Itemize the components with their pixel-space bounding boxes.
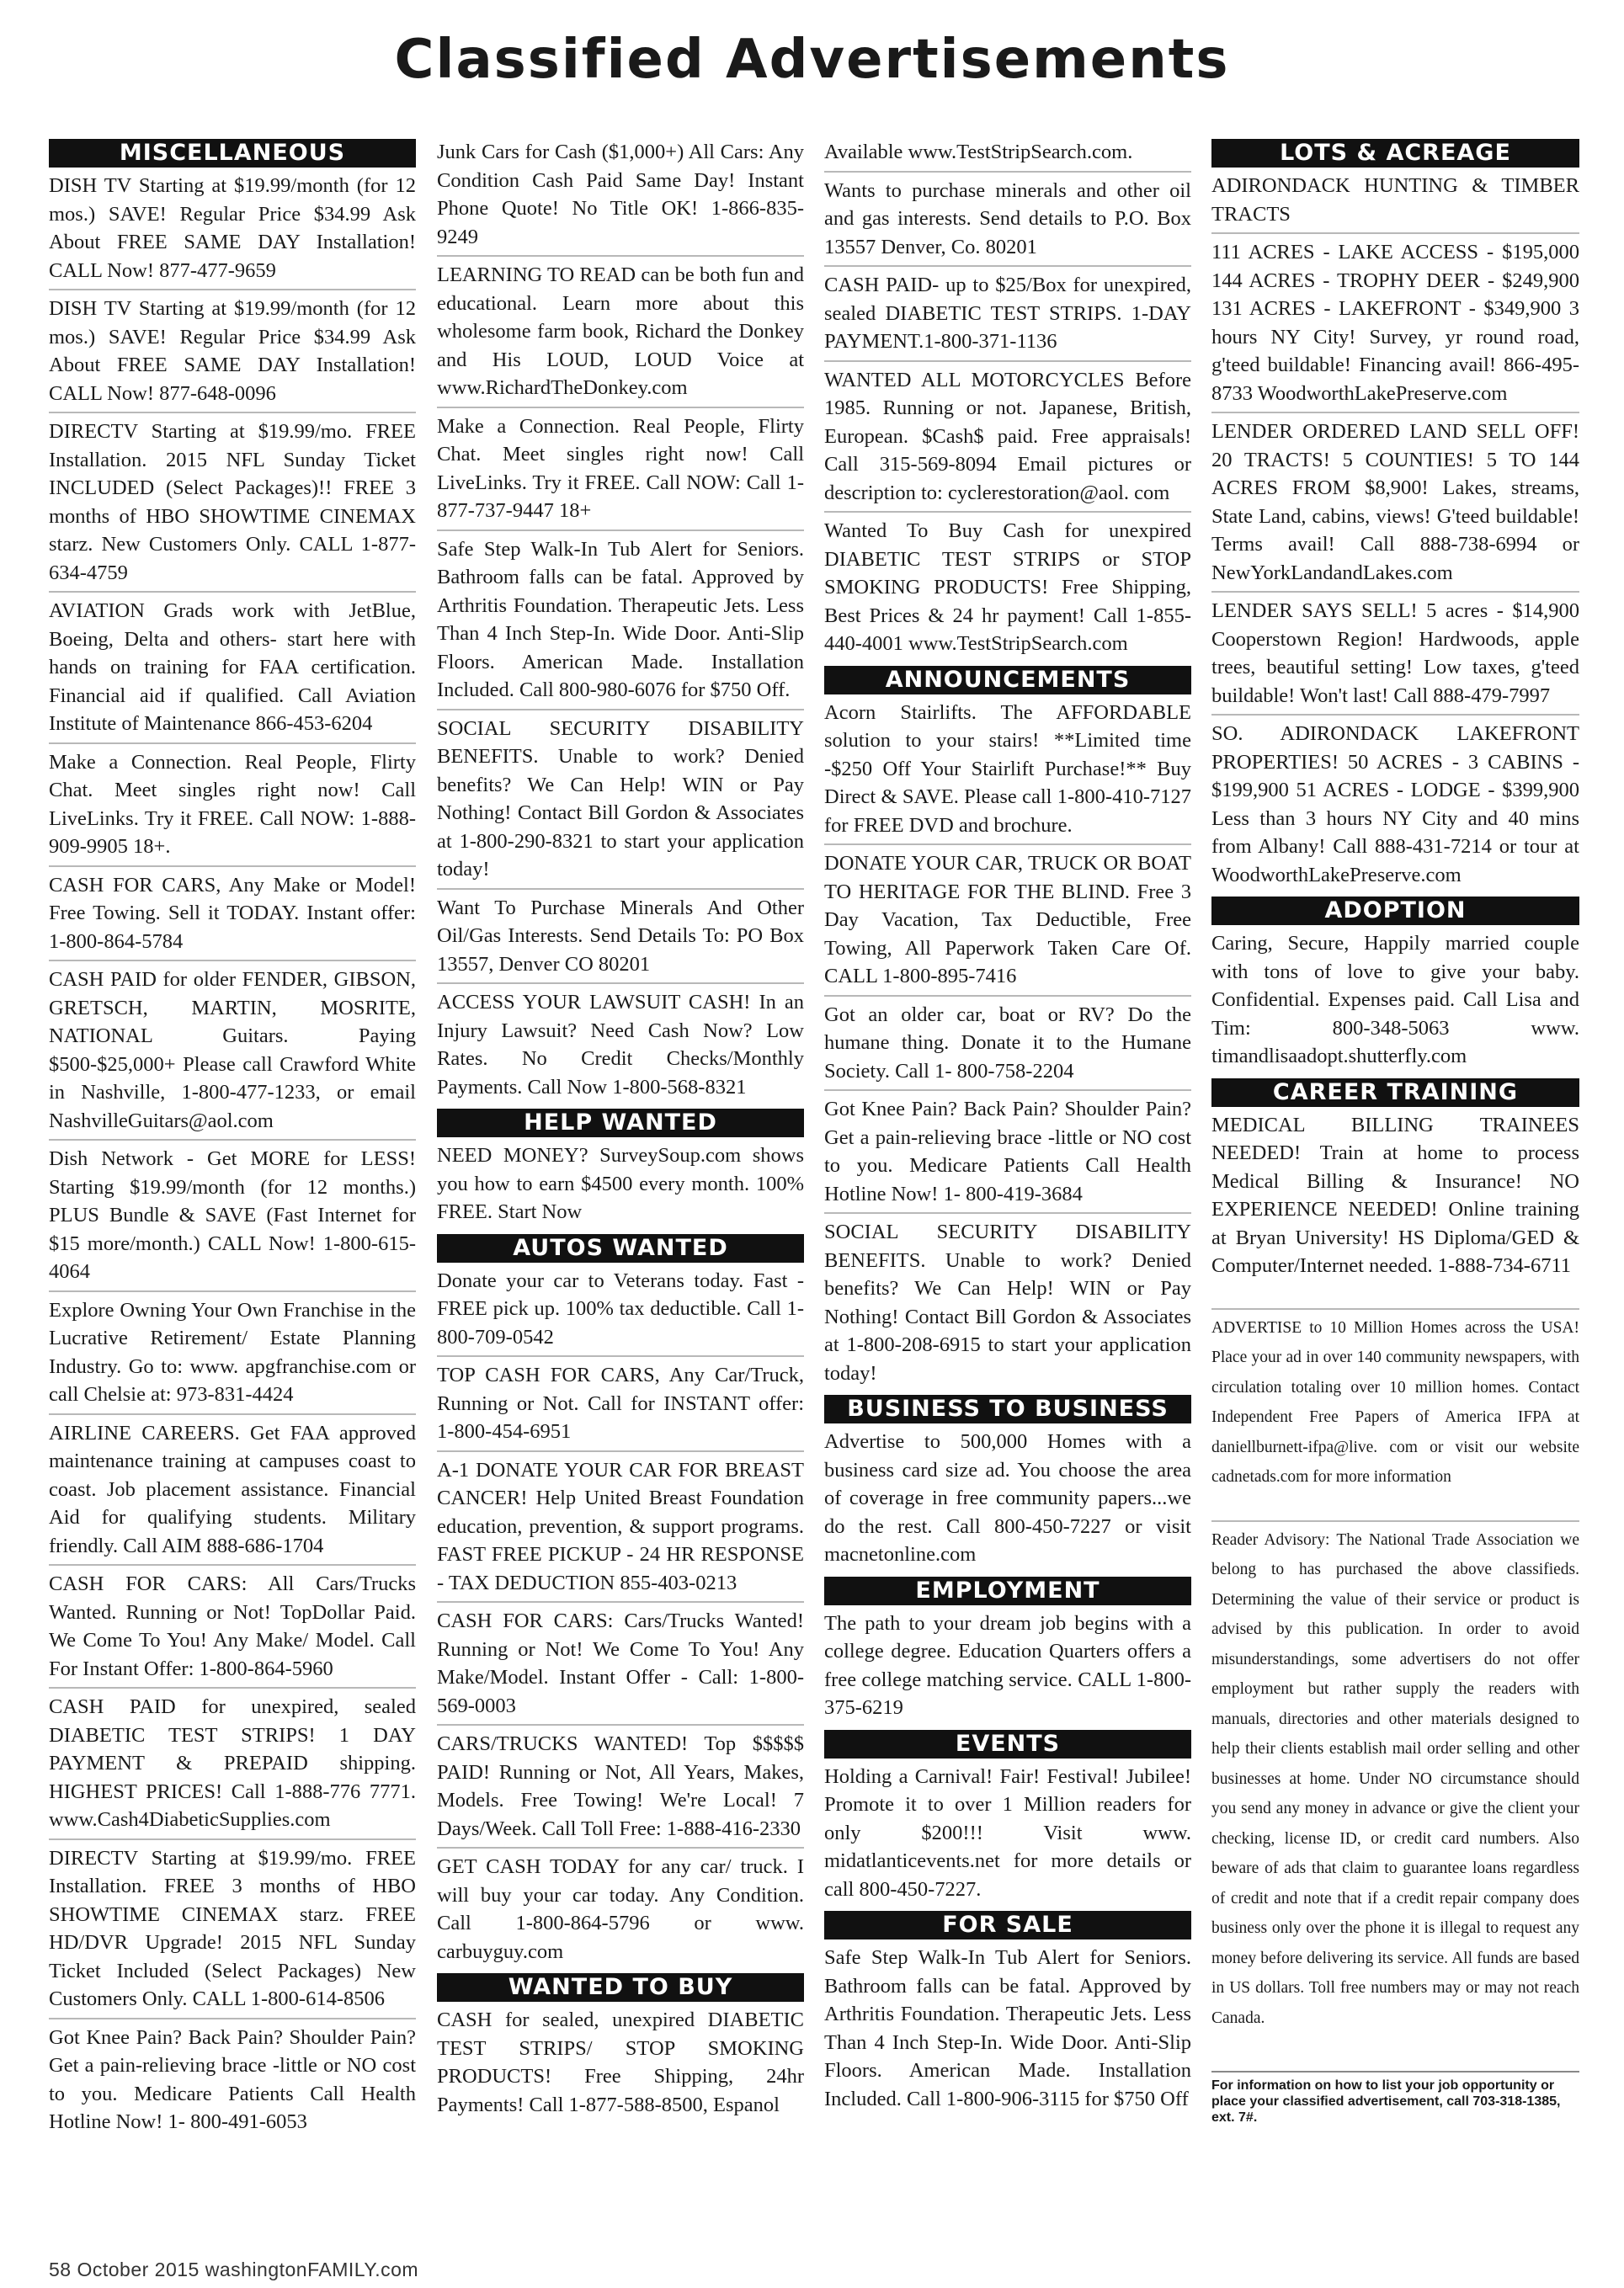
classified-ad: CASH PAID for older FENDER, GIBSON, GRETSCH, MARTIN, MOSRITE, NATIONAL Guitars. Paying $500-$25,000+ Please call Crawford White in Nashville, 1-800-477-1233, or email NashvilleGuitars@aol.com — [49, 965, 416, 1141]
classified-ad: NEED MONEY? SurveySoup.com shows you how to earn $4500 every month. 100% FREE. Start Now — [437, 1144, 804, 1223]
notice-text: ADVERTISE to 10 Million Homes across the USA! Place your ad in over 140 community newspapers, with circulation totaling over 10 million homes. Contact Independent Free Papers of America IFPA at daniellburnett-ifpa@live. com or visit our website cadnetads.com for more information — [1211, 1308, 1579, 1497]
classified-ad: Advertise to 500,000 Homes with a business card size ad. You choose the area of coverage in free community papers...we do the rest. Call 800-450-7227 or visit macnetonline.com — [824, 1430, 1191, 1566]
section-header: MISCELLANEOUS — [49, 139, 416, 168]
section-header: AUTOS WANTED — [437, 1234, 804, 1263]
classified-ad: CASH FOR CARS, Any Make or Model! Free Towing. Sell it TODAY. Instant offer: 1-800-864-5784 — [49, 870, 416, 962]
page-title: Classified Advertisements — [394, 29, 1230, 91]
section-header: EMPLOYMENT — [824, 1577, 1191, 1605]
section-header: ADOPTION — [1211, 897, 1579, 925]
classified-ad: Safe Step Walk-In Tub Alert for Seniors. Bathroom falls can be fatal. Approved by Arthritis Foundation. Therapeutic Jets. Less Than 4 Inch Step-In. Wide Door. Anti-Slip Floors. American Made. Installation Included. Call 1-800-906-3115 for $750 Off — [824, 1946, 1191, 2110]
column-4 — [1211, 137, 1579, 2126]
classified-ad: SO. ADIRONDACK LAKEFRONT PROPERTIES! 50 ACRES - 3 CABINS - $199,900 51 ACRES - LODGE - $399,900 Less than 3 hours NY City and 40 mins from Albany! Call 888-431-7214 or tour at WoodworthLakePreserve.com — [1211, 722, 1579, 886]
classified-ad: DISH TV Starting at $19.99/month (for 12 mos.) SAVE! Regular Price $34.99 Ask About FREE SAME DAY Installation! CALL Now! 877-648-0096 — [49, 294, 416, 413]
classified-ad: Make a Connection. Real People, Flirty Chat. Meet singles right now! Call LiveLinks. Try it FREE. Call NOW: 1-888-909-9905 18+. — [49, 748, 416, 867]
section-header: CAREER TRAINING — [1211, 1078, 1579, 1107]
classified-ad: Junk Cars for Cash ($1,000+) All Cars: Any Condition Cash Paid Same Day! Instant Phone Quote! No Title OK! 1-866-835-9249 — [437, 137, 804, 257]
classified-ad: Donate your car to Veterans today. Fast - FREE pick up. 100% tax deductible. Call 1-800-709-0542 — [437, 1266, 804, 1358]
page-footer: 58 October 2015 washingtonFAMILY.com — [49, 2259, 419, 2280]
classified-ad: Want To Purchase Minerals And Other Oil/Gas Interests. Send Details To: PO Box 13557, Denver CO 80201 — [437, 893, 804, 985]
classified-ad: LENDER SAYS SELL! 5 acres - $14,900 Cooperstown Region! Hardwoods, apple trees, beautiful setting! Low taxes, g'teed buildable! Won't last! Call 888-479-7997 — [1211, 596, 1579, 716]
classified-ad: Got an older car, boat or RV? Do the humane thing. Donate it to the Humane Society. Call 1- 800-758-2204 — [824, 1000, 1191, 1092]
classified-ad: DISH TV Starting at $19.99/month (for 12 mos.) SAVE! Regular Price $34.99 Ask About FREE SAME DAY Installation! CALL Now! 877-477-9659 — [49, 171, 416, 290]
classified-ad: Safe Step Walk-In Tub Alert for Seniors. Bathroom falls can be fatal. Approved by Arthritis Foundation. Therapeutic Jets. Less Than 4 Inch Step-In. Wide Door. Anti-Slip Floors. American Made. Installation Included. Call 800-980-6076 for $750 Off. — [437, 535, 804, 710]
classified-ad: Got Knee Pain? Back Pain? Shoulder Pain? Get a pain-relieving brace -little or NO cost to you. Medicare Patients Call Health Hotline Now! 1- 800-419-3684 — [824, 1094, 1191, 1214]
section-header: BUSINESS TO BUSINESS — [824, 1395, 1191, 1423]
classified-ad: Explore Owning Your Own Franchise in the Lucrative Retirement/ Estate Planning Industry. Go to: www. apgfranchise.com or call Chelsie at: 973-831-4424 — [49, 1296, 416, 1415]
classified-ad: CASH for sealed, unexpired DIABETIC TEST STRIPS/ STOP SMOKING PRODUCTS! Free Shipping, 24hr Payments! Call 1-877-588-8500, Espanol — [437, 2009, 804, 2116]
column-2 — [437, 137, 804, 2126]
classified-ad: Got Knee Pain? Back Pain? Shoulder Pain? Get a pain-relieving brace -little or NO cost to you. Medicare Patients Call Health Hotline Now! 1- 800-491-6053 — [49, 2025, 416, 2133]
classified-ad: The path to your dream job begins with a college degree. Education Quarters offers a free college matching service. CALL 1-800-375-6219 — [824, 1611, 1191, 1719]
classified-ad: CASH PAID for unexpired, sealed DIABETIC TEST STRIPS! 1 DAY PAYMENT & PREPAID shipping. HIGHEST PRICES! Call 1-888-776 7771. www.Cash4DiabeticSupplies.com — [49, 1692, 416, 1840]
section-header: EVENTS — [824, 1730, 1191, 1759]
classified-ad: CASH FOR CARS: All Cars/Trucks Wanted. Running or Not! TopDollar Paid. We Come To You! Any Make/ Model. Call For Instant Offer: 1-800-864-5960 — [49, 1569, 416, 1689]
section-header: HELP WANTED — [437, 1109, 804, 1137]
classified-ad: DIRECTV Starting at $19.99/mo. FREE Installation. 2015 NFL Sunday Ticket INCLUDED (Select Packages)!! FREE 3 months of HBO SHOWTIME CINEMAX starz. New Customers Only. CALL 1-877-634-4759 — [49, 417, 416, 593]
classified-ad: DIRECTV Starting at $19.99/mo. FREE Installation. FREE 3 months of HBO SHOWTIME CINEMAX starz. FREE HD/DVR Upgrade! 2015 NFL Sunday Ticket Included (Select Packages) New Customers Only. CALL 1-800-614-8506 — [49, 1844, 416, 2019]
classified-ad: DONATE YOUR CAR, TRUCK OR BOAT TO HERITAGE FOR THE BLIND. Free 3 Day Vacation, Tax Deductible, Free Towing, All Paperwork Taken Care Of. CALL 1-800-895-7416 — [824, 849, 1191, 997]
section-header: ANNOUNCEMENTS — [824, 666, 1191, 694]
classified-ad: CASH PAID- up to $25/Box for unexpired, sealed DIABETIC TEST STRIPS. 1-DAY PAYMENT.1-800-371-1136 — [824, 270, 1191, 362]
classified-ad: ACCESS YOUR LAWSUIT CASH! In an Injury Lawsuit? Need Cash Now? Low Rates. No Credit Checks/Monthly Payments. Call Now 1-800-568-8321 — [437, 991, 804, 1099]
section-header: FOR SALE — [824, 1911, 1191, 1939]
classified-ad: ADIRONDACK HUNTING & TIMBER TRACTS — [1211, 171, 1579, 234]
classified-ad: MEDICAL BILLING TRAINEES NEEDED! Train at home to process Medical Billing & Insurance! NO EXPERIENCE NEEDED! Online training at Bryan University! HS Diploma/GED & Computer/Internet needed. 1-888-734-6711 — [1211, 1113, 1579, 1277]
classified-ad: LEARNING TO READ can be both fun and educational. Learn more about this wholesome farm book, Richard the Donkey and His LOUD, LOUD Voice at www.RichardTheDonkey.com — [437, 260, 804, 408]
classified-ad: Make a Connection. Real People, Flirty Chat. Meet singles right now! Call LiveLinks. Try it FREE. Call NOW: Call 1-877-737-9447 18+ — [437, 412, 804, 531]
classified-ad: Wanted To Buy Cash for unexpired DIABETIC TEST STRIPS or STOP SMOKING PRODUCTS! Free Shipping, Best Prices & 24 hr payment! Call 1-855-440-4001 www.TestStripSearch.com — [824, 519, 1191, 655]
notice-text: Reader Advisory: The National Trade Association we belong to has purchased the above classifieds. Determining the value of their service or product is advised by this publication. In order to avoid misunderstandings, some advertisers do not offer employment but rather supply the readers with manuals, directories and other materials designed to help their clients establish mail order selling and other businesses at home. Under NO circumstance should you send any money in advance or give the client your checking, license ID, or credit card numbers. Also beware of ads that claim to guarantee loans regardless of credit and note that if a credit repair company does business only over the phone it is illegal to request any money before delivering its service. All funds are based in US dollars. Toll free numbers may or may not reach Canada. — [1211, 1520, 1579, 2038]
column-1 — [49, 137, 416, 2144]
section-header: WANTED TO BUY — [437, 1973, 804, 2002]
classified-ad: SOCIAL SECURITY DISABILITY BENEFITS. Unable to work? Denied benefits? We Can Help! WIN or Pay Nothing! Contact Bill Gordon & Associates at 1-800-290-8321 to start your application today! — [437, 714, 804, 890]
classified-ad: SOCIAL SECURITY DISABILITY BENEFITS. Unable to work? Denied benefits? We Can Help! WIN or Pay Nothing! Contact Bill Gordon & Associates at 1-800-208-6915 to start your application today! — [824, 1221, 1191, 1385]
classified-ad: GET CASH TODAY for any car/ truck. I will buy your car today. Any Condition. Call 1-800-864-5796 or www. carbuyguy.com — [437, 1855, 804, 1963]
classified-ad: Wants to purchase minerals and other oil and gas interests. Send details to P.O. Box 13557 Denver, Co. 80201 — [824, 176, 1191, 268]
classified-ad: A-1 DONATE YOUR CAR FOR BREAST CANCER! Help United Breast Foundation education, prevention, & support programs. FAST FREE PICKUP - 24 HR RESPONSE - TAX DEDUCTION 855-403-0213 — [437, 1455, 804, 1604]
classified-ad: WANTED ALL MOTORCYCLES Before 1985. Running or not. Japanese, British, European. $Cash$ paid. Free appraisals! Call 315-569-8094 Email pictures or description to: cyclerestoration@aol. com — [824, 365, 1191, 513]
column-3 — [824, 137, 1191, 2120]
classified-ad: 111 ACRES - LAKE ACCESS - $195,000 144 ACRES - TROPHY DEER - $249,900 131 ACRES - LAKEFRONT - $349,900 3 hours NY City! Survey, yr round road, g'teed buildable! Financing avail! 866-495-8733 WoodworthLakePreserve.com — [1211, 237, 1579, 413]
classified-ad: TOP CASH FOR CARS, Any Car/Truck, Running or Not. Call for INSTANT offer: 1-800-454-6951 — [437, 1360, 804, 1452]
classified-ad: CARS/TRUCKS WANTED! Top $$$$$ PAID! Running or Not, All Years, Makes, Models. Free Towing! We're Local! 7 Days/Week. Call Toll Free: 1-888-416-2330 — [437, 1729, 804, 1849]
classified-ad: Acorn Stairlifts. The AFFORDABLE solution to your stairs! **Limited time -$250 Off Your Stairlift Purchase!** Buy Direct & SAVE. Please call 1-800-410-7127 for FREE DVD and brochure. — [824, 698, 1191, 846]
classified-ad: Available www.TestStripSearch.com. — [824, 137, 1191, 173]
classified-ad: LENDER ORDERED LAND SELL OFF! 20 TRACTS! 5 COUNTIES! 5 TO 144 ACRES FROM $8,900! Lakes, streams, State Land, cabins, views! G'teed buildable! Terms avail! Call 888-738-6994 or NewYorkLandandLakes.com — [1211, 417, 1579, 593]
section-header: LOTS & ACREAGE — [1211, 139, 1579, 168]
classified-ad: AIRLINE CAREERS. Get FAA approved maintenance training at campuses coast to coast. Job placement assistance. Financial Aid for qualifying students. Military friendly. Call AIM 888-686-1704 — [49, 1418, 416, 1567]
classified-ad: AVIATION Grads work with JetBlue, Boeing, Delta and others- start here with hands on training for FAA certification. Financial aid if qualified. Call Aviation Institute of Maintenance 866-453-6204 — [49, 596, 416, 744]
classified-ad: CASH FOR CARS: Cars/Trucks Wanted! Running or Not! We Come To You! Any Make/Model. Instant Offer - Call: 1-800-569-0003 — [437, 1606, 804, 1726]
classified-ad: Caring, Secure, Happily married couple with tons of love to give your baby. Confidential. Expenses paid. Call Lisa and Tim: 800-348-5063 www. timandlisaadopt.shutterfly.com — [1211, 932, 1579, 1067]
classified-ad: Dish Network - Get MORE for LESS! Starting $19.99/month (for 12 months.) PLUS Bundle & SAVE (Fast Internet for $15 more/month.) CALL Now! 1-800-615-4064 — [49, 1144, 416, 1292]
classified-ad: Holding a Carnival! Fair! Festival! Jubilee! Promote it to over 1 Million readers for only $200!!! Visit www. midatlanticevents.net for more details or call 800-450-7227. — [824, 1764, 1191, 1901]
contact-note: For information on how to list your job opportunity or place your classified advertisement, call 703-318-1385, ext. 7#. — [1211, 2071, 1579, 2126]
